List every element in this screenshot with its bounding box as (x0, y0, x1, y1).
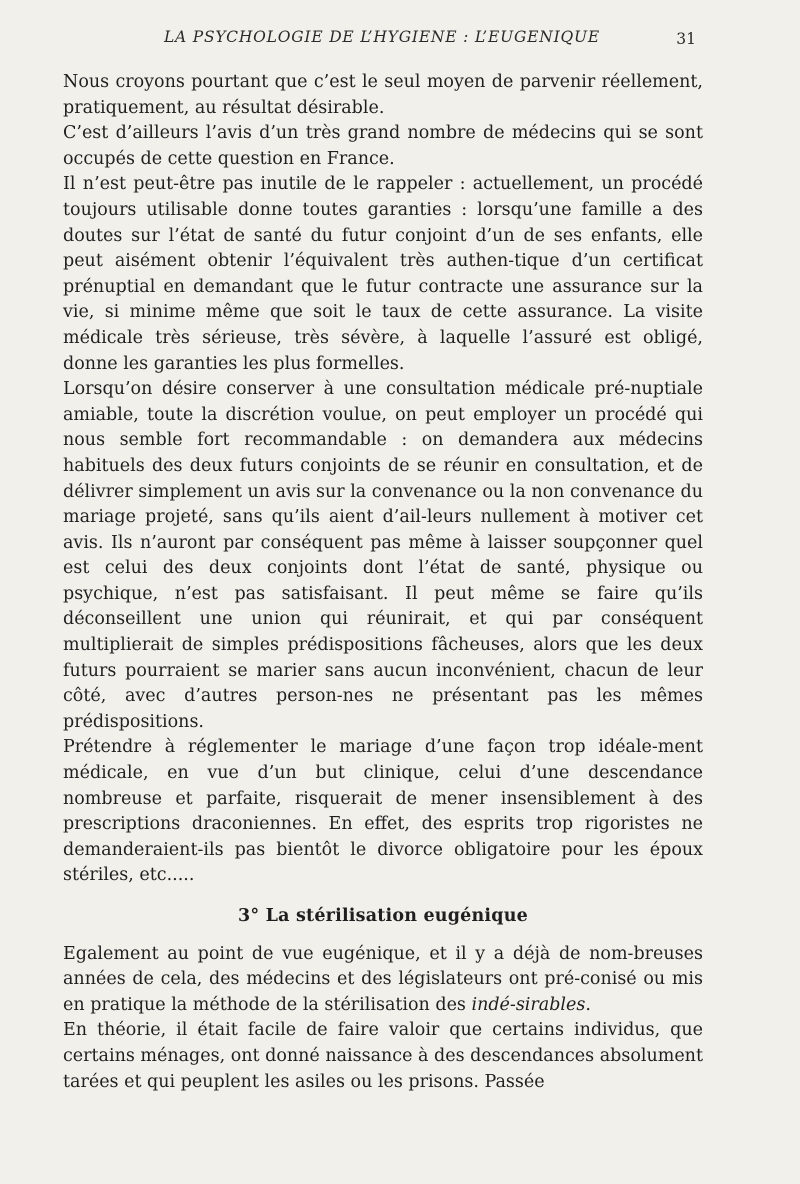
page-number: 31 (676, 30, 696, 48)
section-number: 3° (238, 906, 260, 926)
paragraph-7: En théorie, il était facile de faire valoir que certains individus, que certains ménages, ont donné naissance à des descendances absolument tarées et qui peuplent les asiles ou les prisons. Passée (63, 1020, 703, 1092)
paragraph-6-italic: indé-sirables (471, 994, 586, 1015)
paragraph-6 (63, 942, 703, 1019)
paragraph-3: Il n’est peut-être pas inutile de le rappeler : actuellement, un procédé toujours utilisable donne toutes garanties : lorsqu’une famille a des doutes sur l’état de santé du futur conjoint d’un de ses enfants, elle peut aisément obtenir l’équivalent très authen-tique d’un certificat prénuptial en demandant que le futur contracte une assurance sur la vie, si minime même que soit le taux de cette assurance. La visite médicale très sérieuse, très sévère, à laquelle l’assuré est obligé, donne les garanties les plus formelles. (63, 174, 703, 374)
section-heading (63, 904, 703, 930)
paragraph-6-text: Egalement au point de vue eugénique, et il y a déjà de nom-breuses années de cela, des médecins et des législateurs ont pré-conisé ou mis en pratique la méthode de la stérilisation des (63, 943, 703, 1015)
running-head: LA PSYCHOLOGIE DE L’HYGIENE : L’EUGENIQUE (163, 28, 601, 46)
paragraph-1: Nous croyons pourtant que c’est le seul moyen de parvenir réellement, pratiquement, au résultat désirable. (63, 72, 703, 118)
section-title: La stérilisation eugénique (265, 906, 528, 926)
paragraph-2: C’est d’ailleurs l’avis d’un très grand nombre de médecins qui se sont occupés de cette question en France. (63, 123, 703, 169)
paragraph-5: Prétendre à réglementer le mariage d’une façon trop idéale-ment médicale, en vue d’un but clinique, celui d’une descendance nombreuse et parfaite, risquerait de mener insensiblement à des prescriptions draconiennes. En effet, des esprits trop rigoristes ne demanderaient-ils pas bientôt le divorce obligatoire pour les époux stériles, etc..... (63, 737, 703, 886)
body-text (63, 70, 703, 1095)
paragraph-6-end: . (585, 994, 591, 1015)
paragraph-4: Lorsqu’on désire conserver à une consultation médicale pré-nuptiale amiable, toute la discrétion voulue, on peut employer un procédé qui nous semble fort recommandable : on demandera aux médecins habituels des deux futurs conjoints de se réunir en consultation, et de délivrer simplement un avis sur la convenance ou la non convenance du mariage projeté, sans qu’ils aient d’ail-leurs nullement à motiver cet avis. Ils n’auront par conséquent pas même à laisser soupçonner quel est celui des deux conjoints dont l’état de santé, physique ou psychique, n’est pas satisfaisant. Il peut même se faire qu’ils déconseillent une union qui réunirait, et qui par conséquent multiplierait de simples prédispositions fâcheuses, alors que les deux futurs pourraient se marier sans aucun inconvénient, chacun de leur côté, avec d’autres person-nes ne présentant pas les mêmes prédispositions. (63, 379, 703, 732)
